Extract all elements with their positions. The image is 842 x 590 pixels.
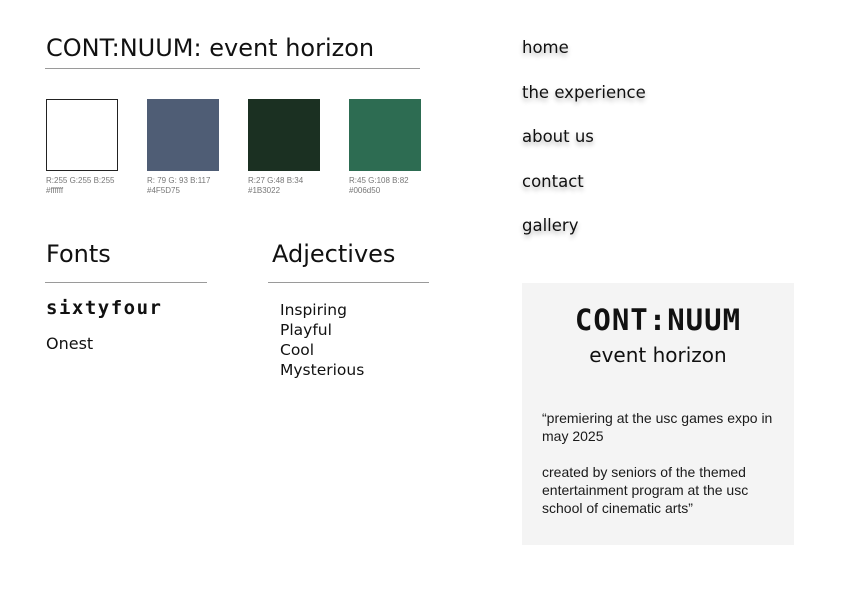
nav-item-contact[interactable]: contact xyxy=(522,171,584,191)
swatch-rgb: R:255 G:255 B:255 xyxy=(46,176,115,185)
font-sample-sixtyfour: sixtyfour xyxy=(46,297,163,319)
nav-menu xyxy=(522,36,646,259)
swatch-rgb: R:27 G:48 B:34 xyxy=(248,176,304,185)
nav-item-about-us[interactable]: about us xyxy=(522,127,594,146)
color-swatch-green xyxy=(349,99,421,171)
swatch-label-dark-green xyxy=(248,176,303,196)
adjective-item: Mysterious xyxy=(280,361,365,379)
adjective-item: Cool xyxy=(280,341,315,359)
adjective-item: Inspiring xyxy=(280,301,347,319)
swatch-label-white xyxy=(46,176,115,196)
page-title: CONT:NUUM: event horizon xyxy=(46,34,375,62)
color-swatch-slate-blue xyxy=(147,99,219,171)
swatch-hex: #4F5D75 xyxy=(147,186,180,195)
swatch-hex: #ffffff xyxy=(46,186,64,195)
card-logo: CONT:NUUM xyxy=(574,303,742,337)
swatch-rgb: R:45 G:108 B:82 xyxy=(349,176,409,185)
card-description xyxy=(542,409,782,535)
swatch-hex: #006d50 xyxy=(349,186,381,195)
swatch-hex: #1B3022 xyxy=(248,186,281,195)
card-subtitle: event horizon xyxy=(589,343,727,367)
fonts-heading: Fonts xyxy=(46,240,111,268)
nav-item-the-experience[interactable]: the experience xyxy=(522,82,646,102)
title-divider xyxy=(45,68,420,69)
adjectives-divider xyxy=(268,282,429,283)
preview-card xyxy=(522,283,794,545)
swatch-label-slate-blue xyxy=(147,176,210,196)
card-paragraph: created by seniors of the themed entertainment program at the usc school of cinematic arts” xyxy=(542,464,749,516)
color-swatch-dark-green xyxy=(248,99,320,171)
adjective-item: Playful xyxy=(280,321,332,339)
nav-item-gallery[interactable]: gallery xyxy=(522,216,579,235)
fonts-divider xyxy=(45,282,207,283)
nav-item-home[interactable]: home xyxy=(522,38,569,57)
card-paragraph: “premiering at the usc games expo in may 2025 xyxy=(542,410,773,444)
swatch-rgb: R: 79 G: 93 B:117 xyxy=(147,176,211,185)
adjectives-heading: Adjectives xyxy=(272,240,396,268)
swatch-label-green xyxy=(349,176,409,196)
adjectives-list xyxy=(280,300,364,380)
font-sample-onest: Onest xyxy=(46,334,94,353)
color-swatch-white xyxy=(46,99,118,171)
